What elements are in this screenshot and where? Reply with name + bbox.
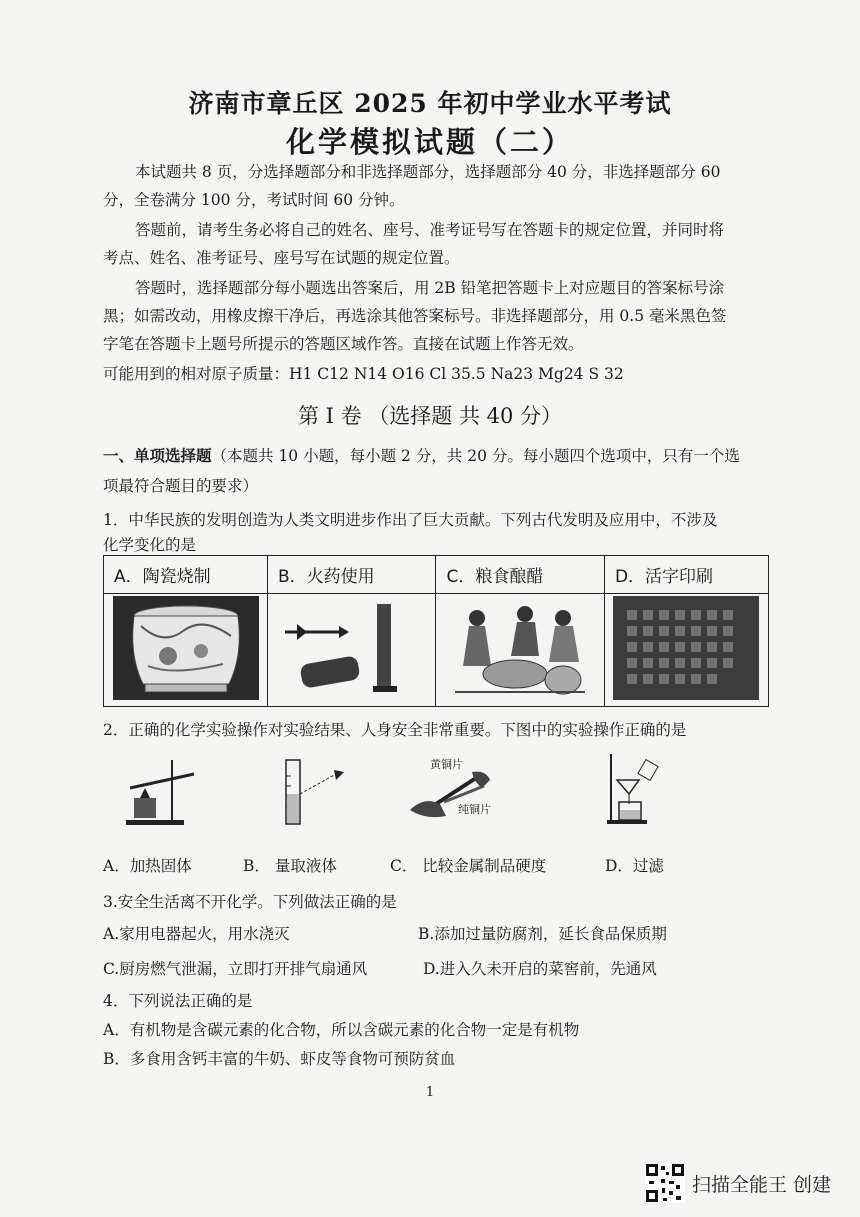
q1-stem-2: 化学变化的是 (103, 536, 197, 554)
q1-option-d: D．活字印刷 (604, 556, 768, 594)
q2-stem: 2．正确的化学实验操作对实验结果、人身安全非常重要。下图中的实验操作正确的是 (103, 721, 687, 739)
porcelain-jar-image (113, 596, 259, 700)
movable-type-image (613, 596, 759, 700)
q1-stem: 1．中华民族的发明创造为人类文明进步作出了巨大贡献。下列古代发明及应用中，不涉及 (103, 511, 718, 529)
q4-option-a: A．有机物是含碳元素的化合物，所以含碳元素的化合物一定是有机物 (103, 1021, 580, 1039)
q1-options-table (103, 555, 769, 707)
exam-title: 济南市章丘区 2025 年初中学业水平考试 (188, 89, 672, 118)
instruction-line: 分，全卷满分 100 分，考试时间 60 分钟。 (103, 191, 405, 209)
gunpowder-image (277, 596, 427, 700)
instruction-line: 字笔在答题卡上题号所提示的答题区域作答。直接在试题上作答无效。 (103, 335, 584, 353)
instruction-line: 答题前，请考生务必将自己的姓名、座号、准考证号写在答题卡的规定位置，并同时将 (135, 221, 725, 239)
part-desc-2: 项最符合题目的要求） (103, 477, 259, 495)
instruction-line: 本试题共 8 页，分选择题部分和非选择题部分，选择题部分 40 分，非选择题部分 60 (135, 163, 721, 181)
heating-solid-diagram (120, 756, 200, 828)
pure-copper-label: 纯铜片 (458, 803, 491, 816)
q3-option-b: B.添加过量防腐剂，延长食品保质期 (418, 925, 667, 943)
instruction-line: 考点、姓名、准考证号、座号写在试题的规定位置。 (103, 249, 460, 267)
q3-option-a: A.家用电器起火，用水浇灭 (103, 925, 290, 943)
measuring-liquid-diagram (278, 756, 348, 828)
q1-option-c: C．粮食酿醋 (436, 556, 604, 594)
qr-code-icon (645, 1163, 685, 1203)
filtration-diagram (605, 750, 663, 826)
q2-option-a: A．加热固体 (103, 857, 192, 875)
q3-stem: 3.安全生活离不开化学。下列做法正确的是 (103, 893, 397, 911)
exam-subtitle: 化学模拟试题（二） (285, 125, 574, 159)
q3-option-c: C.厨房燃气泄漏，立即打开排气扇通风 (103, 960, 368, 978)
part-label: 一、单项选择题 (103, 446, 212, 465)
part-desc: （本题共 10 小题，每小题 2 分，共 20 分。每小题四个选项中，只有一个选 (211, 447, 740, 465)
part-heading (103, 444, 740, 466)
q4-stem: 4．下列说法正确的是 (103, 992, 253, 1010)
q1-option-a: A．陶瓷烧制 (104, 556, 268, 594)
scanner-brand-text: 扫描全能王 创建 (692, 1174, 832, 1196)
section-title: 第 I 卷 （选择题 共 40 分） (297, 404, 563, 428)
q2-option-d: D．过滤 (605, 857, 664, 875)
vinegar-brewing-image (445, 596, 595, 700)
atomic-mass-line: 可能用到的相对原子质量：H1 C12 N14 O16 Cl 35.5 Na23 Mg24 S 32 (103, 365, 624, 383)
instruction-line: 黑；如需改动，用橡皮擦干净后，再选涂其他答案标号。非选择题部分，用 0.5 毫米黑色签 (103, 307, 727, 325)
q2-option-b: B． 量取液体 (243, 857, 337, 875)
instruction-line: 答题时，选择题部分每小题选出答案后，用 2B 铅笔把答题卡上对应题目的答案标号涂 (135, 279, 725, 297)
q3-option-d: D.进入久未开启的菜窖前，先通风 (423, 960, 657, 978)
q4-option-b: B．多食用含钙丰富的牛奶、虾皮等食物可预防贫血 (103, 1050, 456, 1068)
page-number: 1 (425, 1085, 435, 1100)
brass-label: 黄铜片 (430, 758, 463, 771)
q1-option-b: B．火药使用 (268, 556, 436, 594)
q2-option-c: C． 比较金属制品硬度 (390, 857, 547, 875)
compare-hardness-diagram (406, 766, 496, 822)
